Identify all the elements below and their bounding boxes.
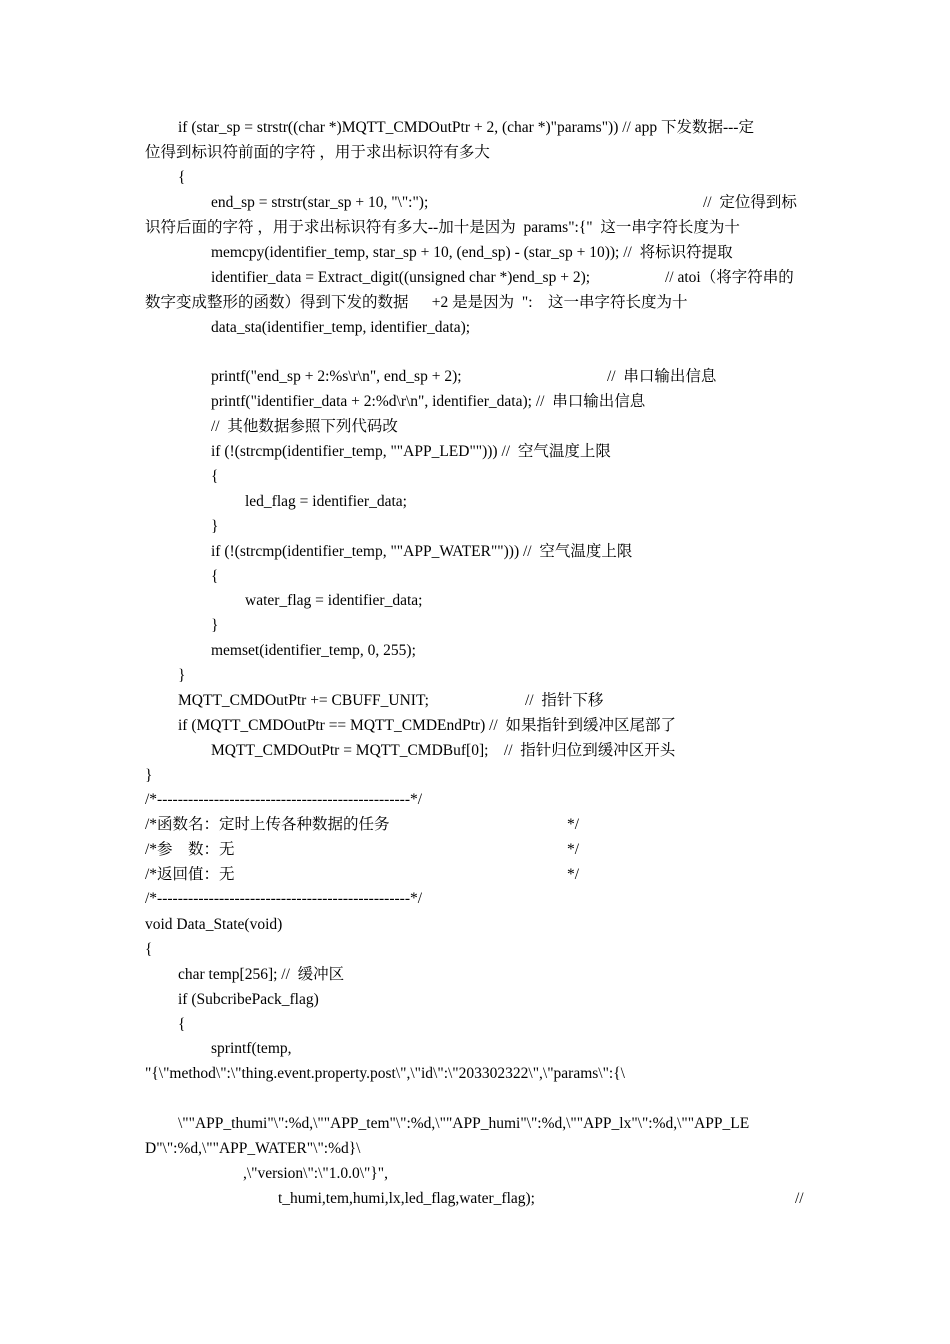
code-line: } xyxy=(145,767,153,784)
code-line: if (star_sp = strstr((char *)MQTT_CMDOutPtr + 2, (char *)"params")) // app 下发数据---定 xyxy=(178,119,754,136)
code-comment: */ xyxy=(567,866,580,883)
code-line: /*函数名：定时上传各种数据的任务 xyxy=(145,816,390,833)
code-line: data_sta(identifier_temp, identifier_data); xyxy=(211,319,471,336)
code-line: /*-------------------------------------------------*/ xyxy=(145,890,423,907)
code-line: D"\":%d,\""APP_WATER"\":%d}\ xyxy=(145,1140,361,1157)
code-line: if (!(strcmp(identifier_temp, ""APP_WATER""))) // 空气温度上限 xyxy=(211,543,633,560)
code-line: ,\"version\":\"1.0.0\"}", xyxy=(243,1165,388,1182)
code-line: } xyxy=(211,518,219,535)
code-line: memset(identifier_temp, 0, 255); xyxy=(211,642,416,659)
code-line: 数字变成整形的函数）得到下发的数据 +2 是是因为 ": 这一串字符长度为十 xyxy=(145,294,688,311)
code-line: { xyxy=(178,1016,186,1033)
code-comment: */ xyxy=(567,841,580,858)
code-line: { xyxy=(211,568,219,585)
code-line: printf("end_sp + 2:%s\r\n", end_sp + 2); xyxy=(211,368,462,385)
code-line: /*-------------------------------------------------*/ xyxy=(145,791,423,808)
code-comment: // xyxy=(795,1190,804,1207)
code-line: end_sp = strstr(star_sp + 10, "\":"); xyxy=(211,194,429,211)
code-line: \""APP_thumi"\":%d,\""APP_tem"\":%d,\""APP_humi"\":%d,\""APP_lx"\":%d,\""APP_LE xyxy=(178,1115,750,1132)
code-comment: // 定位得到标 xyxy=(703,194,797,211)
code-line: led_flag = identifier_data; xyxy=(245,493,407,510)
code-line: memcpy(identifier_temp, star_sp + 10, (end_sp) - (star_sp + 10)); // 将标识符提取 xyxy=(211,244,733,261)
code-line: } xyxy=(178,667,186,684)
code-line: if (!(strcmp(identifier_temp, ""APP_LED""))) // 空气温度上限 xyxy=(211,443,611,460)
code-line: MQTT_CMDOutPtr = MQTT_CMDBuf[0]; // 指针归位到缓冲区开头 xyxy=(211,742,676,759)
code-line: if (MQTT_CMDOutPtr == MQTT_CMDEndPtr) // 如果指针到缓冲区尾部了 xyxy=(178,717,676,734)
code-line: /*返回值：无 xyxy=(145,866,235,883)
code-line: identifier_data = Extract_digit((unsigned char *)end_sp + 2); xyxy=(211,269,591,286)
code-line: { xyxy=(178,169,186,186)
code-line: char temp[256]; // 缓冲区 xyxy=(178,966,345,983)
code-line: // 其他数据参照下列代码改 xyxy=(211,418,398,435)
code-line: /*参 数：无 xyxy=(145,841,235,858)
code-line: "{\"method\":\"thing.event.property.post\",\"id\":\"203302322\",\"params\":{\ xyxy=(145,1065,625,1082)
code-line: t_humi,tem,humi,lx,led_flag,water_flag); xyxy=(278,1190,535,1207)
code-line: void Data_State(void) xyxy=(145,916,283,933)
code-comment: // 串口输出信息 xyxy=(607,368,717,385)
code-line: printf("identifier_data + 2:%d\r\n", identifier_data); // 串口输出信息 xyxy=(211,393,646,410)
code-line: sprintf(temp, xyxy=(211,1040,292,1057)
code-comment: */ xyxy=(567,816,580,833)
code-line: water_flag = identifier_data; xyxy=(245,592,423,609)
code-line: 识符后面的字符 ，用于求出标识符有多大--加十是因为 params":{" 这一串字符长度为十 xyxy=(145,219,740,236)
code-comment: // atoi（将字符串的 xyxy=(665,269,794,286)
code-line: { xyxy=(145,941,153,958)
code-line: } xyxy=(211,617,219,634)
code-line: MQTT_CMDOutPtr += CBUFF_UNIT; xyxy=(178,692,429,709)
code-line: if (SubcribePack_flag) xyxy=(178,991,319,1008)
code-comment: // 指针下移 xyxy=(525,692,604,709)
code-line: 位得到标识符前面的字符 ，用于求出标识符有多大 xyxy=(145,144,490,161)
code-line: { xyxy=(211,468,219,485)
